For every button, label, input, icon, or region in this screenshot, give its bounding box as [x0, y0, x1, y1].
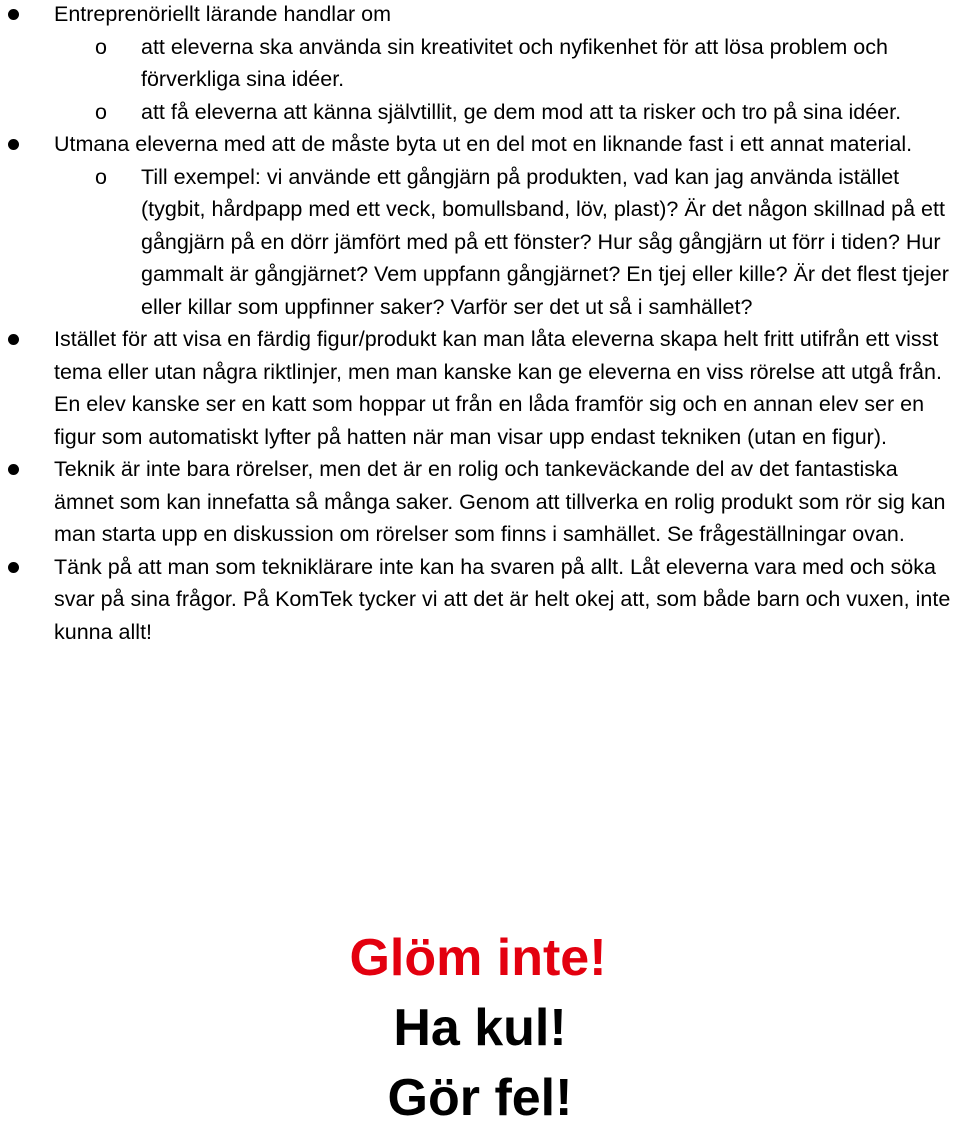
letter-o-bullet-icon: o — [95, 164, 107, 189]
list-item — [8, 453, 954, 551]
list-item — [8, 0, 954, 31]
filled-circle-bullet-icon — [8, 464, 19, 475]
closing-line-make-mistakes: Gör fel! — [387, 1069, 573, 1127]
list-item-text: Tänk på att man som tekniklärare inte kan ha svaren på allt. Låt eleverna vara med och söka svar på sina frågor. På KomTek tycker vi att det är helt okej att, som både barn och vuxen, inte kunna allt! — [54, 554, 951, 644]
list-item-text: Entreprenöriellt lärande handlar om — [54, 2, 392, 26]
list-item-text: Utmana eleverna med att de måste byta ut en del mot en liknande fast i ett annat material. — [54, 132, 913, 156]
sub-list-item — [8, 96, 956, 129]
list-item — [8, 323, 954, 453]
list-item — [8, 551, 954, 649]
list-item-text: Teknik är inte bara rörelser, men det är en rolig och tankeväckande del av det fantastiska ämnet som kan innefatta så många saker. Genom att tillverka en rolig produkt som rör sig kan man starta upp en diskussion om rörelser som finns i samhället. Se frågeställningar ovan. — [54, 457, 946, 546]
bullet-list — [8, 0, 956, 648]
filled-circle-bullet-icon — [8, 334, 19, 345]
filled-circle-bullet-icon — [8, 562, 19, 573]
sub-list-item-text: att få eleverna att känna självtillit, ge dem mod att ta risker och tro på sina idéer. — [141, 99, 902, 124]
list-item — [8, 128, 954, 161]
closing-line-have-fun: Ha kul! — [393, 999, 567, 1057]
list-item-text: Istället för att visa en färdig figur/produkt kan man låta eleverna skapa helt fritt utifrån ett visst tema eller utan några riktlinjer, men man kanske kan ge eleverna en viss rörelse att utgå från. En elev kanske ser en katt som hoppar ut från en låda framför sig och en annan elev ser en figur som automatiskt lyfter på hatten när man visar upp endast tekniken (utan en figur). — [54, 327, 942, 449]
filled-circle-bullet-icon — [8, 139, 19, 150]
sub-list-item-text: att eleverna ska använda sin kreativitet och nyfikenhet för att lösa problem och förverkliga sina idéer. — [141, 34, 888, 91]
sub-list-item-text: Till exempel: vi använde ett gångjärn på produkten, vad kan jag använda istället (tygbit, hårdpapp med ett veck, bomullsband, löv, plast)? Är det någon skillnad på ett gångjärn på en dörr jämfört med på ett fönster? Hur såg gångjärn ut förr i tiden? Hur gammalt är gångjärnet? Vem uppfann gångjärnet? En tjej eller kille? Är det flest tjejer eller killar som uppfinner saker? Varför ser det ut så i samhället? — [141, 164, 949, 319]
closing-line-remember: Glöm inte! — [349, 929, 607, 987]
filled-circle-bullet-icon — [8, 9, 19, 20]
sub-list-item — [8, 161, 956, 324]
letter-o-bullet-icon: o — [95, 34, 107, 59]
letter-o-bullet-icon: o — [95, 99, 107, 124]
sub-list-item — [8, 31, 956, 96]
